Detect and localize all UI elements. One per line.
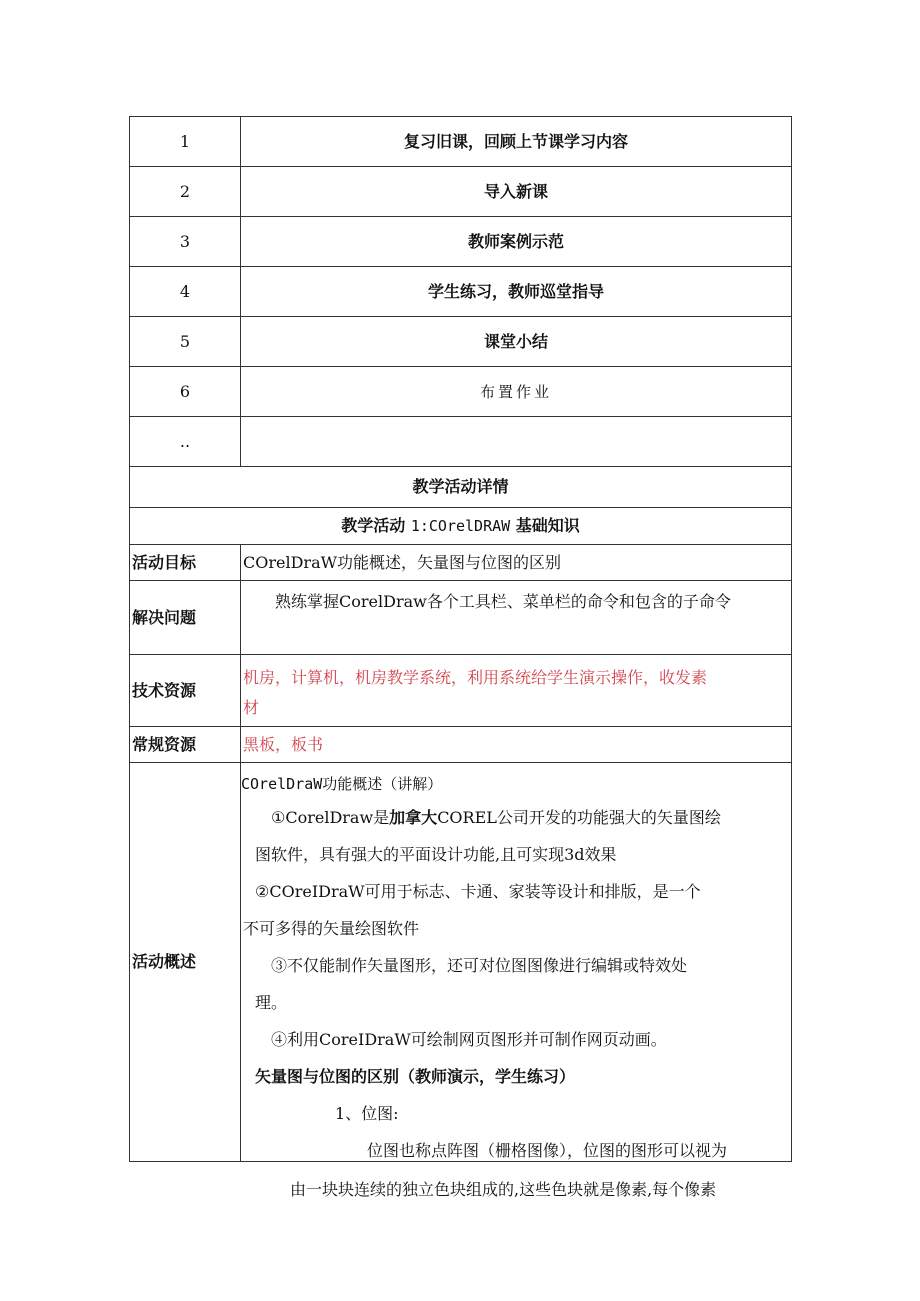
lesson-plan-table	[129, 116, 792, 1162]
regular-value: 黑板，板书	[241, 727, 792, 763]
overview-content	[241, 763, 792, 1162]
goal-row	[130, 545, 792, 581]
overview-point-3: ③不仅能制作矢量图形，还可对位图图像进行编辑或特效处	[271, 956, 688, 975]
step-row	[130, 217, 792, 267]
tech-value-line1: 机房，计算机，机房教学系统，利用系统给学生演示操作，收发素	[243, 668, 708, 687]
goal-value: COrelDraW功能概述，矢量图与位图的区别	[241, 545, 792, 581]
tech-row	[130, 655, 792, 727]
regular-row	[130, 727, 792, 763]
overview-point-4: ④利用CoreIDraW可绘制网页图形并可制作网页动画。	[271, 1030, 667, 1049]
step-number: 1	[130, 117, 241, 167]
activity-title-row	[130, 508, 792, 545]
activity-title-code: 1:COrelDRAW	[410, 517, 511, 536]
activity-title-suffix: 基础知识	[515, 516, 580, 536]
goal-label: 活动目标	[130, 545, 241, 581]
overview-heading-1: COrelDraW功能概述（讲解）	[241, 775, 443, 793]
step-text	[241, 417, 792, 467]
overview-point-2-cont: 不可多得的矢量绘图软件	[243, 919, 420, 938]
regular-label: 常规资源	[130, 727, 241, 763]
step-row	[130, 367, 792, 417]
activity-title-prefix: 教学活动	[341, 516, 406, 536]
step-row	[130, 417, 792, 467]
overview-item-1: 1、位图:	[335, 1104, 399, 1123]
overview-point-1: ①CorelDraw是加拿大COREL公司开发的功能强大的矢量图绘	[271, 808, 721, 827]
step-text: 教师案例示范	[241, 217, 792, 267]
step-number: ..	[130, 417, 241, 467]
step-number: 4	[130, 267, 241, 317]
step-text: 复习旧课，回顾上节课学习内容	[241, 117, 792, 167]
step-number: 3	[130, 217, 241, 267]
step-text: 课堂小结	[241, 317, 792, 367]
step-text: 学生练习，教师巡堂指导	[241, 267, 792, 317]
section-row	[130, 467, 792, 508]
step-number: 6	[130, 367, 241, 417]
step-row	[130, 167, 792, 217]
overview-point-1-cont: 图软件，具有强大的平面设计功能,且可实现3d效果	[255, 845, 617, 864]
activity-title	[130, 508, 792, 545]
problem-row	[130, 581, 792, 655]
step-text: 布置作业	[241, 367, 792, 417]
continuation-text: 由一块块连续的独立色块组成的,这些色块就是像素,每个像素	[290, 1180, 717, 1199]
tech-value	[241, 655, 792, 727]
problem-label: 解决问题	[130, 581, 241, 655]
step-row	[130, 267, 792, 317]
overview-row	[130, 763, 792, 1162]
step-text: 导入新课	[241, 167, 792, 217]
overview-point-2: ②COreIDraW可用于标志、卡通、家装等设计和排版，是一个	[255, 882, 701, 901]
step-number: 2	[130, 167, 241, 217]
tech-label: 技术资源	[130, 655, 241, 727]
problem-value: 熟练掌握CorelDraw各个工具栏、菜单栏的命令和包含的子命令	[241, 581, 792, 655]
overview-item-1-desc: 位图也称点阵图（栅格图像），位图的图形可以视为	[367, 1141, 728, 1160]
step-row	[130, 317, 792, 367]
tech-value-line2: 材	[243, 698, 260, 717]
step-number: 5	[130, 317, 241, 367]
overview-point-3-cont: 理。	[255, 993, 288, 1012]
step-row	[130, 117, 792, 167]
section-title: 教学活动详情	[130, 467, 792, 508]
overview-label: 活动概述	[130, 763, 241, 1162]
overview-heading-2: 矢量图与位图的区别（教师演示，学生练习）	[255, 1067, 576, 1086]
